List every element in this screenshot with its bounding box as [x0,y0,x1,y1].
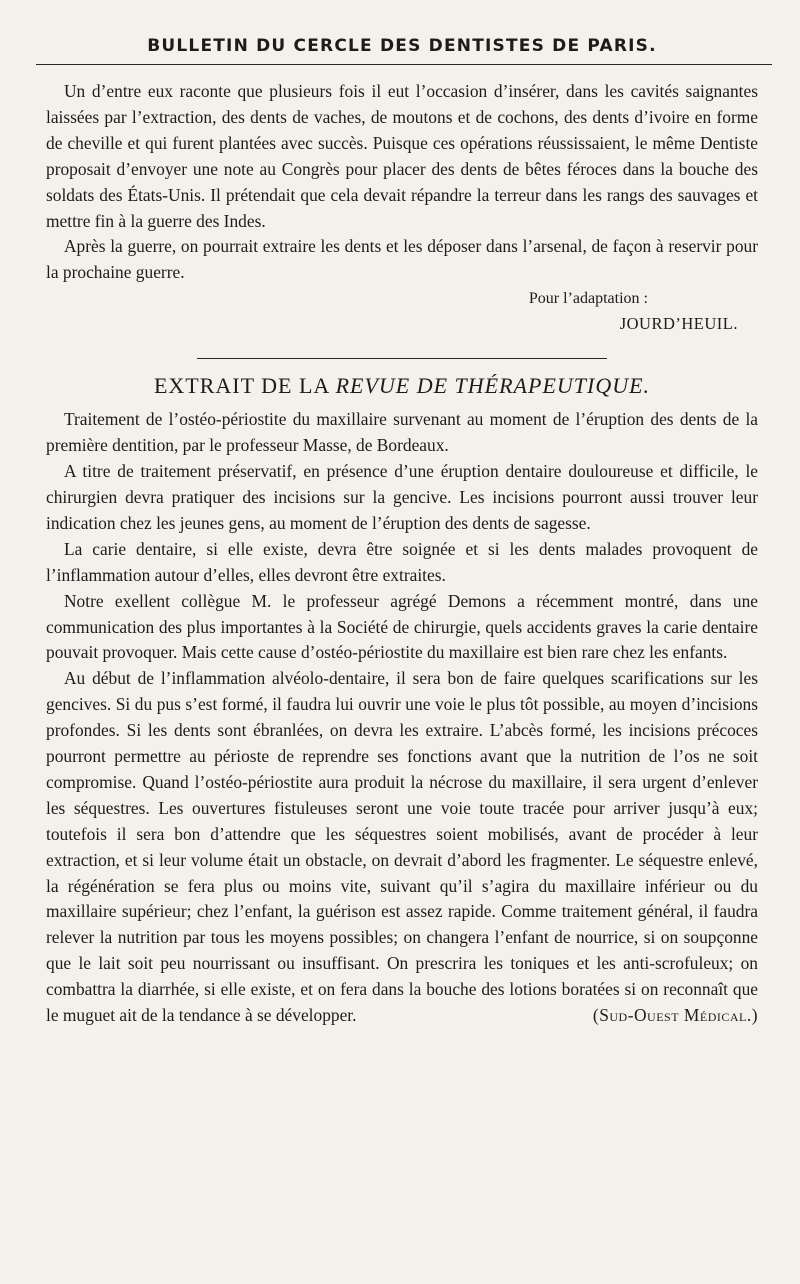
paragraph: La carie dentaire, si elle existe, devra être soignée et si les dents malades provoquent de l’inflammation autour d’elles, elles devront être extraites. [46,538,758,585]
source-citation: (Sud-Ouest Médical.) [592,1005,758,1026]
running-head: BULLETIN DU CERCLE DES DENTISTES DE PARIS. [147,36,657,56]
paragraph: Notre exellent collègue M. le professeur agrégé Demons a récemment montré, dans une communication des plus importantes à la Société de chirurgie, quels accidents graves la carie dentaire pouvait provoquer. Mais cette cause d’ostéo-périostite du maxillaire est bien rare chez les enfants. [46,590,758,663]
header-rule [36,64,772,65]
signature-name: JOURD’HEUIL. [619,314,738,334]
signature-label: Pour l’adaptation : [528,290,648,308]
paragraph: A titre de traitement préservatif, en présence d’une éruption dentaire douloureuse et difficile, le chirurgien devra pratiquer des incisions sur la gencive. Les incisions pourront aussi trouver leur indication chez les jeunes gens, au moment de l’éruption des dents de sagesse. [46,461,758,533]
article-therapeutique [46,407,758,1029]
section-title [46,373,758,399]
page [46,30,758,1029]
paragraph-text: Au début de l’inflammation alvéolo-dentaire, il sera bon de faire quelques scarifications sur les gencives. Si du pus s’est formé, il faudra lui ouvrir une voie le plus tôt possible, au moyen d’incisions profondes. Si les dents sont ébranlées, on devra les extraire. L’abcès formé, les incisions précoces pourront permettre au périoste de reprendre ses fonctions avant que la nutrition de l’os ne soit compromise. Quand l’ostéo-périostite aura produit la nécrose du maxillaire, il sera urgent d’enlever les séquestres. Les ouvertures fistuleuses seront une voie toute tracée pour arriver jusqu’à eux; toutefois il sera bon d’attendre que les séquestres soient mobilisés, avant de procéder à leur extraction, et si leur volume était un obstacle, on devrait d’abord les fragmenter. Le séquestre enlevé, la régénération se fera plus ou moins vite, suivant qu’il s’agira du maxillaire inférieur ou du maxillaire supérieur; chez l’enfant, la guérison est assez rapide. Comme traitement général, il faudra relever la nutrition par tous les moyens possibles; on changera l’enfant de nourrice, si on soupçonne que le lait soit peu nourrissant ou insuffisant. On prescrira les toniques et les anti-scrofuleux; on combattra la diarrhée, si elle existe, et on fera dans la bouche des lotions boratées si on reconnaît que le muguet ait de la tendance à se développer. [46,668,758,1026]
paragraph: Après la guerre, on pourrait extraire les dents et les déposer dans l’arsenal, de façon à reservir pour la prochaine guerre. [46,236,758,283]
paragraph-final [46,666,758,1029]
section-title-prefix: EXTRAIT DE LA [153,373,330,399]
paragraph: Un d’entre eux raconte que plusieurs fois il eut l’occasion d’insérer, dans les cavités saignantes laissées par l’extraction, des dents de vaches, de moutons et de cochons, des dents d’ivoire en forme de cheville et qui furent plantées avec succès. Puisque ces opérations réussissaient, le même Dentiste proposait d’envoyer une note au Congrès pour placer des dents de bêtes féroces dans la bouche des soldats des États-Unis. Il prétendait que cela devait répandre la terreur dans les rangs des sauvages et mettre fin à la guerre des Indes. [46,81,758,231]
section-divider [197,358,607,359]
section-title-journal: REVUE DE THÉRAPEUTIQUE. [335,373,651,399]
article-dentures [46,79,758,336]
paragraph: Traitement de l’ostéo-périostite du maxillaire survenant au moment de l’éruption des dents de la première dentition, par le professeur Masse, de Bordeaux. [46,409,758,456]
